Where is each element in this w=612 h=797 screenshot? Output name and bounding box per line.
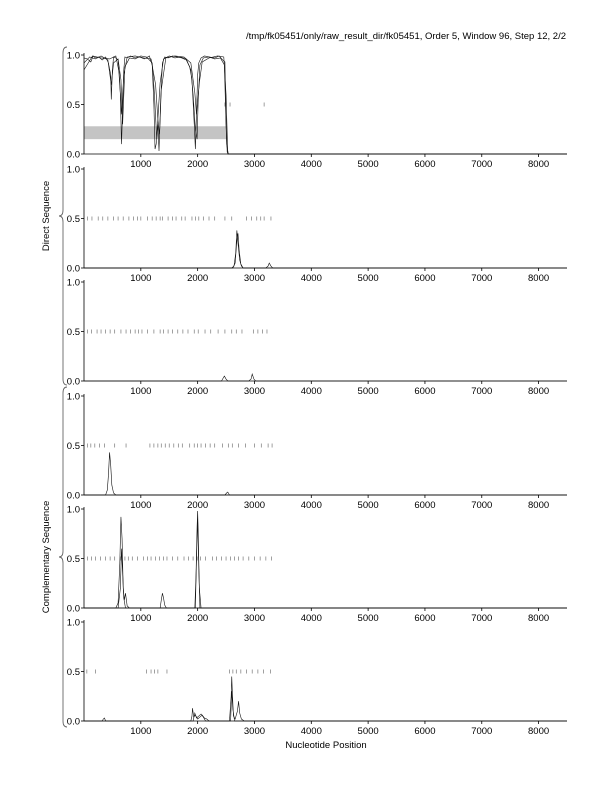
- series-line: [84, 230, 567, 268]
- series-line: [84, 519, 567, 608]
- x-tick-label: 5000: [357, 726, 379, 737]
- chart-title: /tmp/fk05451/only/raw_result_dir/fk05451, Order 5, Window 96, Step 12, 2/2: [245, 31, 566, 42]
- x-tick-label: 1000: [130, 613, 152, 624]
- y-tick-label: 0.0: [66, 716, 80, 728]
- y-tick-label: 0.5: [66, 327, 80, 338]
- group-label: Direct Sequence: [41, 180, 52, 252]
- x-tick-label: 7000: [471, 613, 493, 624]
- x-tick-label: 1000: [130, 500, 152, 511]
- x-axis-title: Nucleotide Position: [285, 740, 367, 751]
- series-line: [84, 517, 567, 608]
- x-tick-label: 7000: [471, 159, 493, 170]
- y-tick-label: 1.0: [66, 277, 80, 289]
- x-tick-label: 5000: [357, 500, 379, 511]
- x-tick-label: 8000: [528, 500, 550, 511]
- x-tick-label: 3000: [243, 159, 266, 170]
- orf-bar: [84, 126, 227, 139]
- x-tick-label: 4000: [300, 159, 322, 170]
- x-tick-label: 2000: [187, 386, 209, 397]
- panels: [67, 51, 567, 738]
- series-line: [84, 691, 567, 721]
- y-tick-label: 1.0: [66, 504, 80, 516]
- series-line: [84, 56, 567, 154]
- y-tick-label: 1.0: [66, 391, 80, 403]
- series-line: [84, 676, 567, 721]
- x-tick-label: 8000: [528, 273, 550, 284]
- series-line: [84, 233, 567, 268]
- y-tick-label: 0.5: [66, 441, 80, 452]
- y-tick-label: 1.0: [66, 50, 80, 62]
- y-tick-label: 0.0: [66, 490, 80, 502]
- x-tick-label: 1000: [130, 159, 152, 170]
- group-braces: [41, 47, 67, 727]
- x-tick-label: 4000: [300, 500, 322, 511]
- panel-3: [67, 278, 567, 398]
- x-tick-label: 6000: [414, 273, 436, 284]
- x-tick-label: 7000: [471, 386, 493, 397]
- x-tick-label: 1000: [130, 726, 152, 737]
- series-line: [84, 374, 567, 381]
- y-tick-label: 0.0: [66, 376, 80, 388]
- panel-2: [67, 165, 567, 285]
- x-tick-label: 4000: [300, 726, 322, 737]
- x-tick-label: 2000: [187, 159, 209, 170]
- x-tick-label: 6000: [414, 500, 436, 511]
- y-tick-label: 0.0: [66, 603, 80, 615]
- x-tick-label: 3000: [243, 613, 266, 624]
- x-tick-label: 2000: [187, 613, 209, 624]
- x-tick-label: 8000: [528, 613, 550, 624]
- x-tick-label: 7000: [471, 273, 493, 284]
- x-tick-label: 6000: [414, 726, 436, 737]
- y-tick-label: 1.0: [66, 617, 80, 629]
- x-tick-label: 5000: [357, 159, 379, 170]
- x-tick-label: 4000: [300, 386, 322, 397]
- x-tick-label: 8000: [528, 159, 550, 170]
- x-tick-label: 5000: [357, 386, 379, 397]
- x-tick-label: 6000: [414, 159, 436, 170]
- x-tick-label: 5000: [357, 273, 379, 284]
- panel-5: [67, 505, 567, 625]
- x-tick-label: 2000: [187, 273, 209, 284]
- panel-4: [67, 392, 567, 512]
- y-tick-label: 0.5: [66, 100, 80, 111]
- series-line: [84, 511, 567, 608]
- x-tick-label: 5000: [357, 613, 379, 624]
- y-tick-label: 0.0: [66, 149, 80, 161]
- x-tick-label: 3000: [243, 500, 266, 511]
- series-line: [84, 492, 567, 495]
- x-tick-label: 8000: [528, 386, 550, 397]
- x-tick-label: 6000: [414, 613, 436, 624]
- series-line: [84, 452, 567, 495]
- x-tick-label: 6000: [414, 386, 436, 397]
- y-tick-label: 1.0: [66, 164, 80, 176]
- x-tick-label: 2000: [187, 726, 209, 737]
- x-tick-label: 1000: [130, 273, 152, 284]
- y-tick-label: 0.5: [66, 214, 80, 225]
- group-label: Complementary Sequence: [41, 500, 52, 614]
- x-tick-label: 7000: [471, 500, 493, 511]
- panel-1: [67, 51, 567, 171]
- y-tick-label: 0.5: [66, 667, 80, 678]
- y-tick-label: 0.5: [66, 554, 80, 565]
- x-tick-label: 3000: [243, 273, 266, 284]
- x-tick-label: 4000: [300, 613, 322, 624]
- x-tick-label: 1000: [130, 386, 152, 397]
- y-tick-label: 0.0: [66, 263, 80, 275]
- x-tick-label: 2000: [187, 500, 209, 511]
- panel-6: [67, 618, 567, 738]
- x-tick-label: 3000: [243, 726, 266, 737]
- x-tick-label: 4000: [300, 273, 322, 284]
- x-tick-label: 8000: [528, 726, 550, 737]
- x-tick-label: 7000: [471, 726, 493, 737]
- x-tick-label: 3000: [243, 386, 266, 397]
